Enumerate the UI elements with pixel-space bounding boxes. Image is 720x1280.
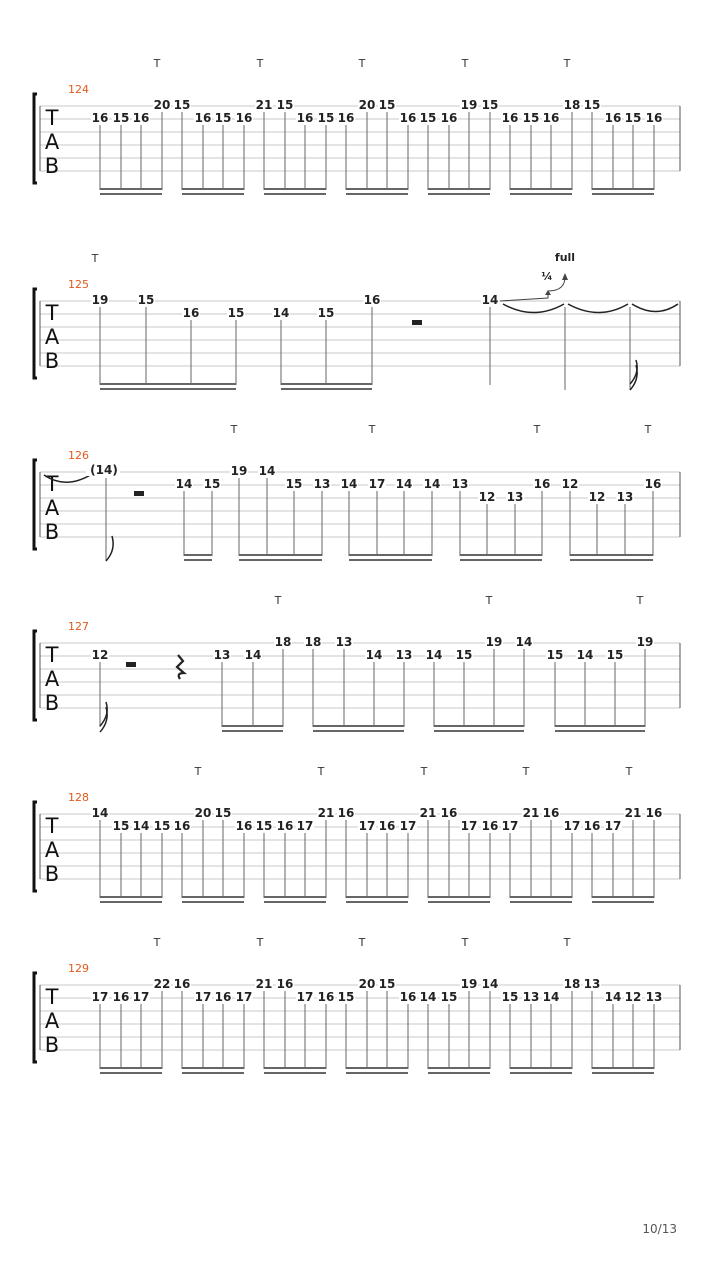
tap-mark: T bbox=[563, 936, 571, 949]
note-flag bbox=[106, 536, 113, 561]
tab-clef-letter: B bbox=[44, 1033, 60, 1057]
fret-number: 16 bbox=[481, 819, 499, 833]
fret-number: 16 bbox=[399, 111, 417, 125]
fret-number: 16 bbox=[645, 806, 663, 820]
fret-number: 13 bbox=[335, 635, 353, 649]
fret-number: 15 bbox=[317, 111, 335, 125]
fret-number: 13 bbox=[313, 477, 331, 491]
tap-mark: T bbox=[153, 57, 161, 70]
tab-clef-letter: T bbox=[45, 301, 59, 325]
quarter-rest bbox=[177, 655, 184, 679]
fret-number: 18 bbox=[563, 98, 581, 112]
fret-number: 16 bbox=[296, 111, 314, 125]
bend-quarter-label: ¼ bbox=[541, 270, 553, 283]
fret-number: 13 bbox=[395, 648, 413, 662]
tap-mark: T bbox=[461, 57, 469, 70]
fret-number: 16 bbox=[501, 111, 519, 125]
fret-number: 18 bbox=[304, 635, 322, 649]
fret-number: 21 bbox=[419, 806, 437, 820]
fret-number: 22 bbox=[153, 977, 171, 991]
fret-number: 17 bbox=[368, 477, 386, 491]
fret-number: 15 bbox=[378, 977, 396, 991]
fret-number: 19 bbox=[485, 635, 503, 649]
fret-number: 21 bbox=[624, 806, 642, 820]
fret-number: 14 bbox=[340, 477, 358, 491]
fret-number: 15 bbox=[501, 990, 519, 1004]
tap-mark: T bbox=[194, 765, 202, 778]
fret-number: 15 bbox=[337, 990, 355, 1004]
fret-number: 13 bbox=[451, 477, 469, 491]
fret-number: 15 bbox=[546, 648, 564, 662]
measure-number: 126 bbox=[68, 449, 89, 462]
fret-number: 14 bbox=[481, 977, 499, 991]
fret-number: 16 bbox=[214, 990, 232, 1004]
tap-mark: T bbox=[522, 765, 530, 778]
fret-number: 16 bbox=[583, 819, 601, 833]
fret-number: 15 bbox=[419, 111, 437, 125]
tap-mark: T bbox=[644, 423, 652, 436]
note-flag bbox=[630, 365, 637, 390]
system-bracket bbox=[34, 973, 37, 1062]
fret-number: 15 bbox=[276, 98, 294, 112]
fret-number: 15 bbox=[606, 648, 624, 662]
tab-clef-letter: T bbox=[45, 106, 59, 130]
fret-number: 19 bbox=[460, 977, 478, 991]
measure-number: 127 bbox=[68, 620, 89, 633]
fret-number: 15 bbox=[214, 806, 232, 820]
tab-clef-letter: A bbox=[44, 325, 60, 349]
fret-number: 18 bbox=[563, 977, 581, 991]
fret-number: 15 bbox=[112, 819, 130, 833]
fret-number: 15 bbox=[583, 98, 601, 112]
fret-number: 15 bbox=[455, 648, 473, 662]
tab-clef-letter: B bbox=[44, 154, 60, 178]
bend-full-label: full bbox=[554, 251, 576, 264]
tap-mark: T bbox=[420, 765, 428, 778]
fret-number: 14 bbox=[425, 648, 443, 662]
fret-number: 16 bbox=[542, 111, 560, 125]
fret-number: 12 bbox=[561, 477, 579, 491]
system-bracket bbox=[34, 631, 37, 720]
fret-number: 13 bbox=[213, 648, 231, 662]
half-rest bbox=[126, 662, 136, 667]
system-bracket bbox=[34, 94, 37, 183]
fret-number: 14 bbox=[542, 990, 560, 1004]
fret-number: 16 bbox=[604, 111, 622, 125]
fret-number: 15 bbox=[255, 819, 273, 833]
note-flag bbox=[100, 707, 107, 732]
fret-number: 13 bbox=[616, 490, 634, 504]
fret-number: 19 bbox=[460, 98, 478, 112]
fret-number: 17 bbox=[460, 819, 478, 833]
fret-number: 16 bbox=[276, 977, 294, 991]
fret-number: 16 bbox=[440, 806, 458, 820]
fret-number: 15 bbox=[173, 98, 191, 112]
fret-number: 20 bbox=[153, 98, 171, 112]
fret-number: 16 bbox=[173, 819, 191, 833]
measure-number: 125 bbox=[68, 278, 89, 291]
fret-number: 16 bbox=[440, 111, 458, 125]
system-bracket bbox=[34, 802, 37, 891]
tab-clef-letter: T bbox=[45, 985, 59, 1009]
fret-number: 15 bbox=[153, 819, 171, 833]
fret-number: 13 bbox=[522, 990, 540, 1004]
tab-clef-letter: B bbox=[44, 862, 60, 886]
fret-number: 19 bbox=[636, 635, 654, 649]
fret-number: 14 bbox=[272, 306, 290, 320]
tab-clef-letter: A bbox=[44, 1009, 60, 1033]
fret-number: 17 bbox=[194, 990, 212, 1004]
fret-number: 15 bbox=[137, 293, 155, 307]
fret-number: 14 bbox=[132, 819, 150, 833]
fret-number: 17 bbox=[563, 819, 581, 833]
tap-mark: T bbox=[625, 765, 633, 778]
tap-mark: T bbox=[485, 594, 493, 607]
system-bracket bbox=[34, 460, 37, 549]
held-note: (14) bbox=[90, 463, 118, 477]
fret-number: 20 bbox=[358, 977, 376, 991]
fret-number: 16 bbox=[317, 990, 335, 1004]
fret-number: 12 bbox=[478, 490, 496, 504]
fret-number: 16 bbox=[399, 990, 417, 1004]
fret-number: 14 bbox=[604, 990, 622, 1004]
fret-number: 16 bbox=[132, 111, 150, 125]
fret-number: 15 bbox=[481, 98, 499, 112]
fret-number: 16 bbox=[235, 819, 253, 833]
tap-mark: T bbox=[91, 252, 99, 265]
fret-number: 12 bbox=[91, 648, 109, 662]
tap-mark: T bbox=[230, 423, 238, 436]
fret-number: 16 bbox=[337, 111, 355, 125]
tap-mark: T bbox=[358, 936, 366, 949]
fret-number: 17 bbox=[358, 819, 376, 833]
fret-number: 16 bbox=[645, 111, 663, 125]
fret-number: 15 bbox=[227, 306, 245, 320]
fret-number: 14 bbox=[481, 293, 499, 307]
fret-number: 16 bbox=[173, 977, 191, 991]
tap-mark: T bbox=[563, 57, 571, 70]
tap-mark: T bbox=[317, 765, 325, 778]
half-rest bbox=[412, 320, 422, 325]
fret-number: 15 bbox=[624, 111, 642, 125]
tap-mark: T bbox=[636, 594, 644, 607]
fret-number: 16 bbox=[378, 819, 396, 833]
fret-number: 16 bbox=[235, 111, 253, 125]
fret-number: 15 bbox=[112, 111, 130, 125]
tap-mark: T bbox=[256, 936, 264, 949]
fret-number: 14 bbox=[395, 477, 413, 491]
fret-number: 21 bbox=[317, 806, 335, 820]
fret-number: 18 bbox=[274, 635, 292, 649]
tie bbox=[632, 304, 678, 312]
fret-number: 12 bbox=[588, 490, 606, 504]
fret-number: 14 bbox=[175, 477, 193, 491]
fret-number: 14 bbox=[258, 464, 276, 478]
fret-number: 16 bbox=[337, 806, 355, 820]
fret-number: 14 bbox=[515, 635, 533, 649]
tap-mark: T bbox=[358, 57, 366, 70]
tap-mark: T bbox=[274, 594, 282, 607]
fret-number: 16 bbox=[533, 477, 551, 491]
fret-number: 17 bbox=[399, 819, 417, 833]
fret-number: 14 bbox=[419, 990, 437, 1004]
system-bracket bbox=[34, 289, 37, 378]
tap-mark: T bbox=[461, 936, 469, 949]
fret-number: 16 bbox=[363, 293, 381, 307]
fret-number: 17 bbox=[296, 819, 314, 833]
tab-clef-letter: A bbox=[44, 130, 60, 154]
fret-number: 14 bbox=[365, 648, 383, 662]
bend-curve bbox=[500, 291, 548, 301]
fret-number: 17 bbox=[296, 990, 314, 1004]
fret-number: 15 bbox=[522, 111, 540, 125]
measure-number: 128 bbox=[68, 791, 89, 804]
tap-mark: T bbox=[368, 423, 376, 436]
fret-number: 20 bbox=[194, 806, 212, 820]
fret-number: 13 bbox=[645, 990, 663, 1004]
tab-clef-letter: A bbox=[44, 496, 60, 520]
fret-number: 17 bbox=[91, 990, 109, 1004]
tap-mark: T bbox=[256, 57, 264, 70]
fret-number: 20 bbox=[358, 98, 376, 112]
fret-number: 17 bbox=[501, 819, 519, 833]
measure-number: 129 bbox=[68, 962, 89, 975]
fret-number: 21 bbox=[255, 98, 273, 112]
fret-number: 15 bbox=[214, 111, 232, 125]
fret-number: 17 bbox=[604, 819, 622, 833]
fret-number: 15 bbox=[203, 477, 221, 491]
tab-clef-letter: B bbox=[44, 349, 60, 373]
fret-number: 14 bbox=[244, 648, 262, 662]
bend-arrowhead bbox=[562, 273, 568, 280]
tap-mark: T bbox=[533, 423, 541, 436]
fret-number: 19 bbox=[230, 464, 248, 478]
fret-number: 17 bbox=[235, 990, 253, 1004]
fret-number: 14 bbox=[576, 648, 594, 662]
fret-number: 16 bbox=[112, 990, 130, 1004]
tap-mark: T bbox=[153, 936, 161, 949]
fret-number: 21 bbox=[522, 806, 540, 820]
tab-clef-letter: B bbox=[44, 520, 60, 544]
fret-number: 16 bbox=[542, 806, 560, 820]
fret-number: 14 bbox=[91, 806, 109, 820]
fret-number: 16 bbox=[194, 111, 212, 125]
fret-number: 16 bbox=[644, 477, 662, 491]
fret-number: 13 bbox=[583, 977, 601, 991]
half-rest bbox=[134, 491, 144, 496]
fret-number: 16 bbox=[276, 819, 294, 833]
fret-number: 19 bbox=[91, 293, 109, 307]
fret-number: 15 bbox=[440, 990, 458, 1004]
tab-clef-letter: B bbox=[44, 691, 60, 715]
fret-number: 12 bbox=[624, 990, 642, 1004]
fret-number: 14 bbox=[423, 477, 441, 491]
tab-clef-letter: T bbox=[45, 643, 59, 667]
tie bbox=[568, 304, 628, 313]
tab-clef-letter: A bbox=[44, 667, 60, 691]
fret-number: 15 bbox=[317, 306, 335, 320]
measure-number: 124 bbox=[68, 83, 89, 96]
fret-number: 15 bbox=[378, 98, 396, 112]
fret-number: 17 bbox=[132, 990, 150, 1004]
fret-number: 16 bbox=[91, 111, 109, 125]
tab-clef-letter: T bbox=[45, 472, 59, 496]
fret-number: 13 bbox=[506, 490, 524, 504]
tab-clef-letter: T bbox=[45, 814, 59, 838]
tie bbox=[503, 304, 564, 313]
page-number: 10/13 bbox=[642, 1222, 677, 1236]
fret-number: 16 bbox=[182, 306, 200, 320]
tab-clef-letter: A bbox=[44, 838, 60, 862]
fret-number: 21 bbox=[255, 977, 273, 991]
fret-number: 15 bbox=[285, 477, 303, 491]
